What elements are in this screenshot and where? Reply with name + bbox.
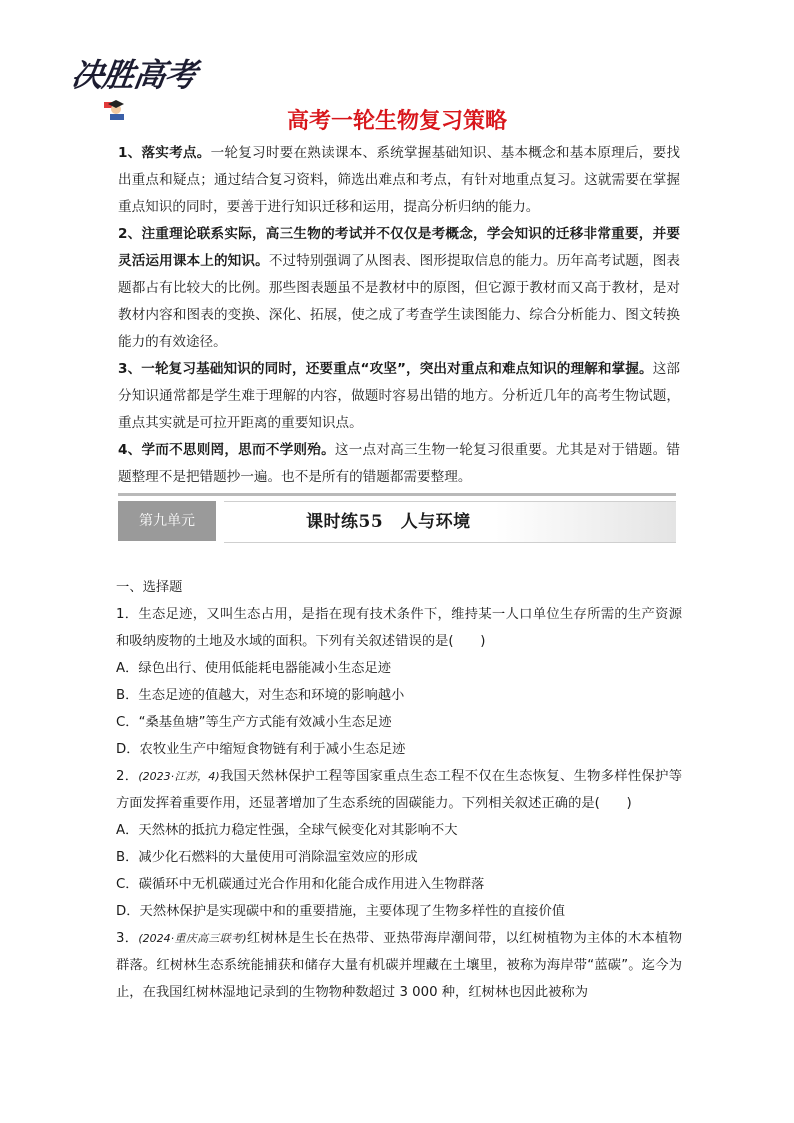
question-text: 生态足迹，又叫生态占用，是指在现有技术条件下，维持某一人口单位生存所需的生产资源和吸纳废物的土地及水域的面积。下列有关叙述错误的是( )	[116, 607, 683, 649]
question-number: 1．	[116, 607, 139, 622]
answer-option: A．天然林的抵抗力稳定性强，全球气候变化对其影响不大	[116, 823, 458, 838]
question-stem	[116, 763, 682, 817]
question-source: (2023·江苏，4)	[138, 770, 220, 783]
strategy-text: 不过特别强调了从图表、图形提取信息的能力。历年高考试题，图表题都占有比较大的比例。那些图表题虽不是教材中的原图，但它源于教材而又高于教材，是对教材内容和图表的变换、深化、拓展，使之成了考查学生读图能力、综合分析能力、图文转换能力的有效途径。	[118, 253, 680, 350]
strategy-lead: 2、注重理论联系实际，高三生物的考试并不仅仅是考概念，学会知识的迁移非常重要，并要灵活运用课本上的知识。	[118, 226, 680, 269]
question-stem	[116, 925, 682, 1006]
strategy-text: 这部分知识通常都是学生难于理解的内容，做题时容易出错的地方。分析近几年的高考生物试题，重点其实就是可拉开距离的重要知识点。	[118, 361, 681, 431]
answer-option: D．农牧业生产中缩短食物链有利于减小生态足迹	[116, 742, 406, 757]
question-source: (2024·重庆高三联考)	[138, 932, 247, 945]
unit-banner	[118, 493, 676, 549]
strategy-lead: 4、学而不思则罔，思而不学则殆。	[118, 442, 335, 458]
strategy-paragraph	[118, 437, 680, 491]
strategy-section	[118, 140, 680, 491]
strategy-paragraph	[118, 356, 680, 437]
question-text: 我国天然林保护工程等国家重点生态工程不仅在生态恢复、生物多样性保护等方面发挥着重要作用，还显著增加了生态系统的固碳能力。下列相关叙述正确的是( )	[116, 769, 683, 811]
answer-option: D．天然林保护是实现碳中和的重要措施，主要体现了生物多样性的直接价值	[116, 904, 566, 919]
logo-text: 决胜高考	[69, 56, 199, 94]
question-number: 3．	[116, 931, 139, 946]
question-number: 2．	[116, 769, 139, 784]
strategy-text: 一轮复习时要在熟读课本、系统掌握基础知识、基本概念和基本原理后，要找出重点和疑点；通过结合复习资料，筛选出难点和考点，有针对地重点复习。这就需要在掌握重点知识的同时，要善于进行知识迁移和运用，提高分析归纳的能力。	[118, 145, 680, 215]
unit-tag: 第九单元	[118, 501, 216, 541]
answer-option: A．绿色出行、使用低能耗电器能减小生态足迹	[116, 661, 392, 676]
banner-rule	[118, 493, 676, 496]
answer-option: C．“桑基鱼塘”等生产方式能有效减小生态足迹	[116, 715, 392, 730]
question-stem	[116, 601, 682, 655]
answer-option: B．生态足迹的值越大，对生态和环境的影响越小	[116, 688, 405, 703]
strategy-lead: 1、落实考点。	[118, 145, 211, 161]
strategy-paragraph	[118, 140, 680, 221]
lesson-title: 课时练55 人与环境	[306, 512, 471, 532]
section-heading: 一、选择题	[116, 580, 183, 595]
question-text: 红树林是生长在热带、亚热带海岸潮间带，以红树植物为主体的木本植物群落。红树林生态系统能捕获和储存大量有机碳并埋藏在土壤里，被称为海岸带“蓝碳”。迄今为止，在我国红树林湿地记录到的生物物种数超过 3 000 种，红树林也因此被称为	[116, 931, 682, 1000]
answer-option: C．碳循环中无机碳通过光合作用和化能合成作用进入生物群落	[116, 877, 485, 892]
lesson-box	[224, 501, 676, 543]
answer-option: B．减少化石燃料的大量使用可消除温室效应的形成	[116, 850, 418, 865]
question-section	[116, 574, 682, 1006]
page-title: 高考一轮生物复习策略	[286, 109, 507, 134]
strategy-lead: 3、一轮复习基础知识的同时，还要重点“攻坚”，突出对重点和难点知识的理解和掌握。	[118, 361, 653, 377]
strategy-paragraph	[118, 221, 680, 356]
strategy-text: 这一点对高三生物一轮复习很重要。尤其是对于错题。错题整理不是把错题抄一遍。也不是所有的错题都需要整理。	[118, 442, 681, 485]
